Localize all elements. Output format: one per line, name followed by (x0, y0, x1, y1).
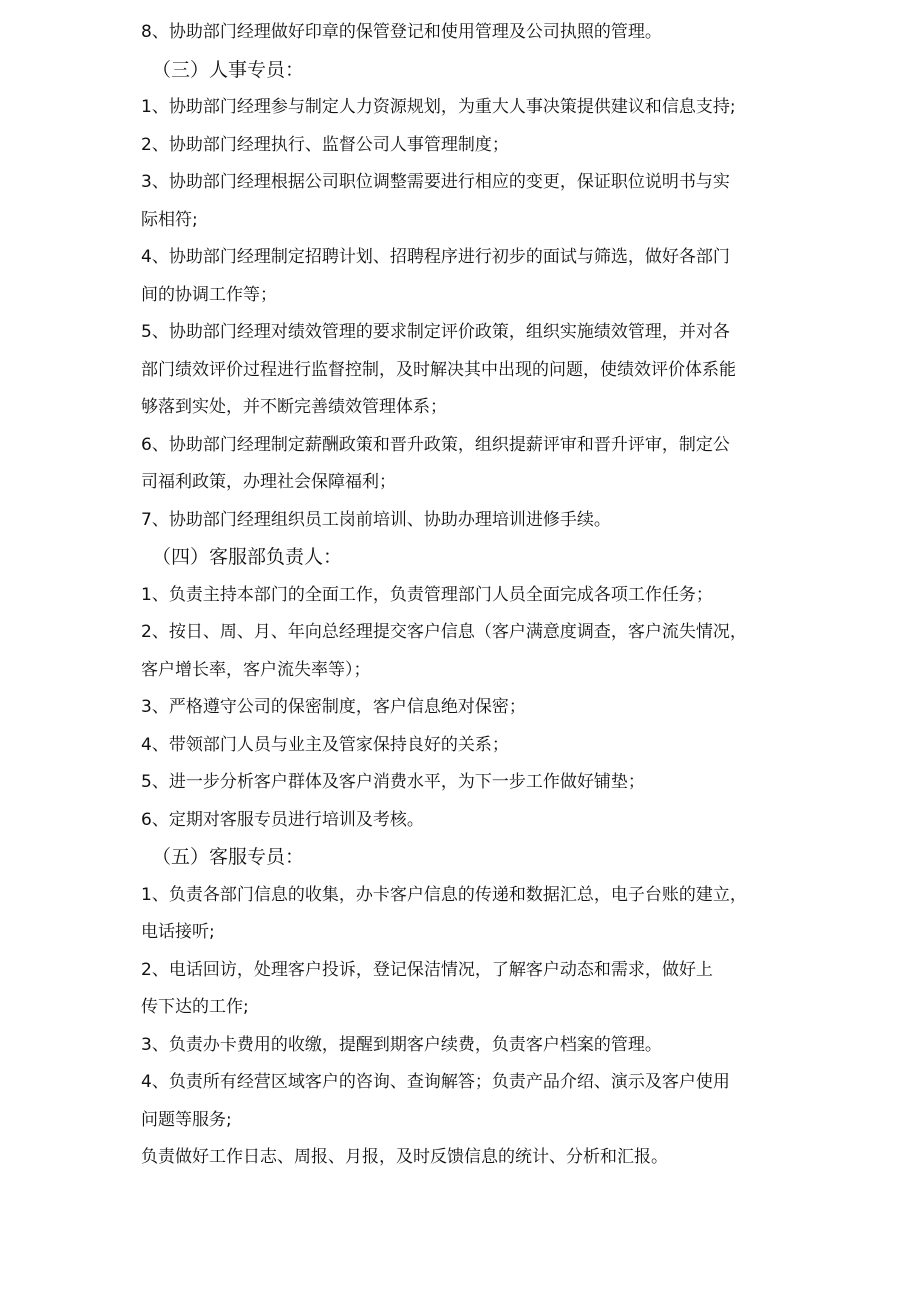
paragraph-line: 负责做好工作日志、周报、月报，及时反馈信息的统计、分析和汇报。 (141, 1147, 668, 1167)
paragraph-line: 6、定期对客服专员进行培训及考核。 (141, 809, 424, 830)
paragraph (141, 502, 791, 540)
paragraph-line: 2、电话回访，处理客户投诉，登记保洁情况，了解客户动态和需求，做好上 (141, 959, 713, 980)
paragraph-line: 够落到实处，并不断完善绩效管理体系； (141, 397, 447, 417)
paragraph (141, 1027, 791, 1065)
paragraph (141, 1064, 791, 1139)
paragraph-line: 问题等服务; (141, 1109, 232, 1130)
paragraph (141, 952, 791, 1027)
paragraph-line: 客户增长率，客户流失率等）； (141, 659, 371, 680)
paragraph (141, 727, 791, 765)
paragraph-line: 2、协助部门经理执行、监督公司人事管理制度； (141, 134, 509, 155)
paragraph-line: 6、协助部门经理制定薪酬政策和晋升政策，组织提薪评审和晋升评审，制定公 (141, 434, 730, 455)
paragraph (141, 577, 791, 615)
paragraph-line: 传下达的工作; (141, 997, 249, 1017)
paragraph (141, 127, 791, 165)
paragraph-line: 司福利政策，办理社会保障福利； (141, 472, 396, 492)
document-body (141, 14, 791, 1177)
paragraph-line: 4、负责所有经营区域客户的咨询、查询解答；负责产品介绍、演示及客户使用 (141, 1072, 730, 1092)
paragraph (141, 427, 791, 502)
paragraph-line: 7、协助部门经理组织员工岗前培训、协助办理培训进修手续。 (141, 509, 611, 530)
paragraph (141, 689, 791, 727)
paragraph (141, 314, 791, 427)
paragraph-line: 5、进一步分析客户群体及客户消费水平，为下一步工作做好铺垫； (141, 772, 645, 792)
paragraph-line: 4、带领部门人员与业主及管家保持良好的关系； (141, 734, 509, 755)
paragraph (141, 164, 791, 239)
paragraph-line: 2、按日、周、月、年向总经理提交客户信息（客户满意度调查，客户流失情况， (141, 622, 747, 642)
section-heading: （四）客服部负责人： (152, 546, 343, 568)
paragraph (141, 764, 791, 802)
paragraph-line: 际相符; (141, 209, 198, 230)
paragraph-line: 4、协助部门经理制定招聘计划、招聘程序进行初步的面试与筛选，做好各部门 (141, 247, 730, 267)
paragraph-line: 3、协助部门经理根据公司职位调整需要进行相应的变更，保证职位说明书与实 (141, 172, 730, 192)
paragraph (141, 877, 791, 952)
paragraph (141, 614, 791, 689)
section-heading: （三）人事专员： (152, 58, 305, 81)
paragraph (141, 802, 791, 840)
paragraph-line: 部门绩效评价过程进行监督控制，及时解决其中出现的问题，使绩效评价体系能 (141, 359, 736, 380)
paragraph-line: 1、协助部门经理参与制定人力资源规划，为重大人事决策提供建议和信息支持; (141, 97, 736, 117)
document-page (141, 14, 791, 1177)
paragraph-line: 1、负责主持本部门的全面工作，负责管理部门人员全面完成各项工作任务； (141, 584, 713, 605)
paragraph (141, 14, 791, 52)
paragraph (141, 89, 791, 127)
paragraph-line: 间的协调工作等； (141, 284, 277, 305)
paragraph-line: 8、协助部门经理做好印章的保管登记和使用管理及公司执照的管理。 (141, 22, 662, 42)
paragraph-line: 电话接听; (141, 922, 215, 942)
paragraph (141, 239, 791, 314)
paragraph-line: 3、负责办卡费用的收缴，提醒到期客户续费，负责客户档案的管理。 (141, 1034, 662, 1055)
paragraph-line: 3、严格遵守公司的保密制度，客户信息绝对保密； (141, 697, 526, 717)
section-heading: （五）客服专员： (152, 846, 305, 868)
paragraph-line: 5、协助部门经理对绩效管理的要求制定评价政策，组织实施绩效管理，并对各 (141, 322, 730, 342)
paragraph-line: 1、负责各部门信息的收集，办卡客户信息的传递和数据汇总，电子台账的建立， (141, 884, 747, 905)
paragraph (141, 1139, 791, 1177)
